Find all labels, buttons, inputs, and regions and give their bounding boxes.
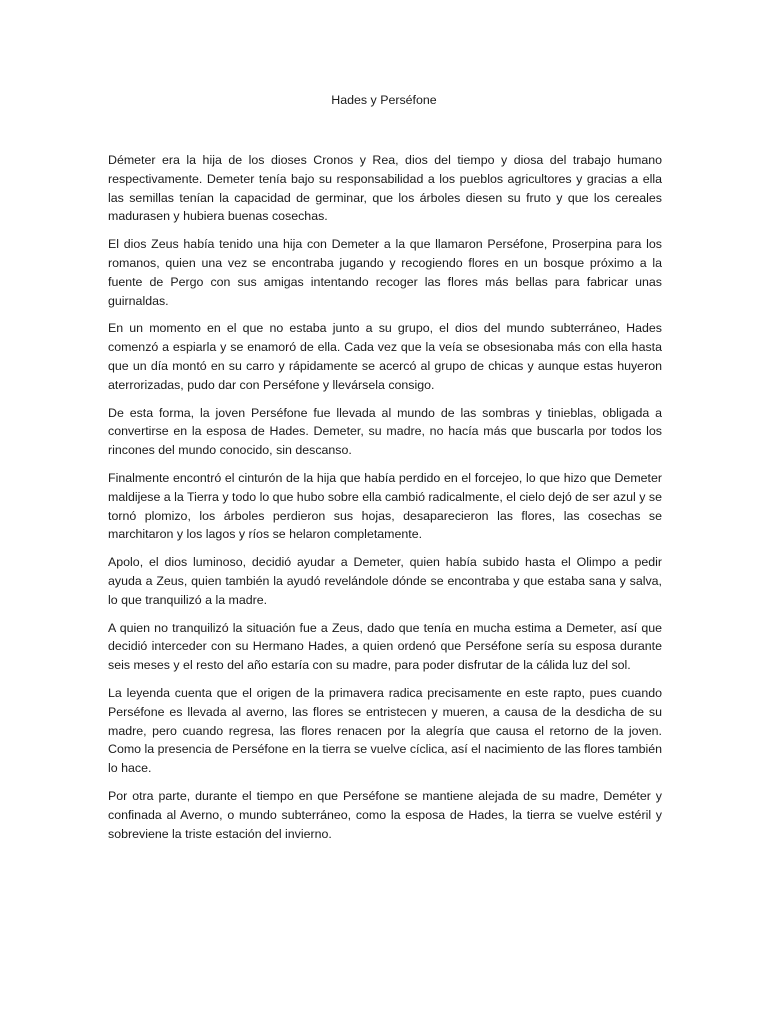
paragraph-2: El dios Zeus había tenido una hija con Demeter a la que llamaron Perséfone, Proserpina para los romanos, quien una vez se encontraba jugando y recogiendo flores en un bosque próximo a la fuente de Pergo con sus amigas intentando recoger las flores más bellas para fabricar unas guirnaldas. <box>108 237 662 308</box>
paragraph-8: La leyenda cuenta que el origen de la primavera radica precisamente en este rapto, pues cuando Perséfone es llevada al averno, las flores se entristecen y mueren, a causa de la desdicha de su madre, pero cuando regresa, las flores renacen por la alegría que causa el retorno de la joven. Como la presencia de Perséfone en la tierra se vuelve cíclica, así el nacimiento de las flores también lo hace. <box>108 685 662 776</box>
paragraph-9: Por otra parte, durante el tiempo en que Perséfone se mantiene alejada de su madre, Deméter y confinada al Averno, o mundo subterráneo, como la esposa de Hades, la tierra se vuelve estéril y sobreviene la triste estación del invierno. <box>108 788 662 841</box>
paragraph-4: De esta forma, la joven Perséfone fue llevada al mundo de las sombras y tinieblas, obligada a convertirse en la esposa de Hades. Demeter, su madre, no hacía más que buscarla por todos los rincones del mundo conocido, sin descanso. <box>108 405 662 458</box>
paragraph-7: A quien no tranquilizó la situación fue a Zeus, dado que tenía en mucha estima a Demeter, así que decidió interceder con su Hermano Hades, a quien ordenó que Perséfone sería su esposa durante seis meses y el resto del año estaría con su madre, para poder disfrutar de la cálida luz del sol. <box>108 620 662 673</box>
paragraph-1: Démeter era la hija de los dioses Cronos y Rea, dios del tiempo y diosa del trabajo humano respectivamente. Demeter tenía bajo su responsabilidad a los pueblos agricultores y gracias a ella las semillas tenían la capacidad de germinar, que los árboles diesen su fruto y que los cereales madurasen y hubiera buenas cosechas. <box>108 153 662 224</box>
paragraph-3: En un momento en el que no estaba junto a su grupo, el dios del mundo subterráneo, Hades comenzó a espiarla y se enamoró de ella. Cada vez que la veía se obsesionaba más con ella hasta que un día montó en su carro y rápidamente se acercó al grupo de chicas y aunque estas huyeron aterrorizadas, pudo dar con Perséfone y llevársela consigo. <box>108 321 662 392</box>
paragraph-5: Finalmente encontró el cinturón de la hija que había perdido en el forcejeo, lo que hizo que Demeter maldijese a la Tierra y todo lo que hubo sobre ella cambió radicalmente, el cielo dejó de ser azul y se tornó plomizo, los árboles perdieron sus hojas, desaparecieron las flores, las cosechas se marchitaron y los lagos y ríos se helaron completamente. <box>108 470 662 542</box>
document-title: Hades y Perséfone <box>331 93 437 107</box>
paragraph-6: Apolo, el dios luminoso, decidió ayudar a Demeter, quien había subido hasta el Olimpo a pedir ayuda a Zeus, quien también la ayudó revelándole dónde se encontraba y que estaba sana y salva, lo que tranquilizó a la madre. <box>108 555 662 607</box>
document-body <box>108 151 662 852</box>
